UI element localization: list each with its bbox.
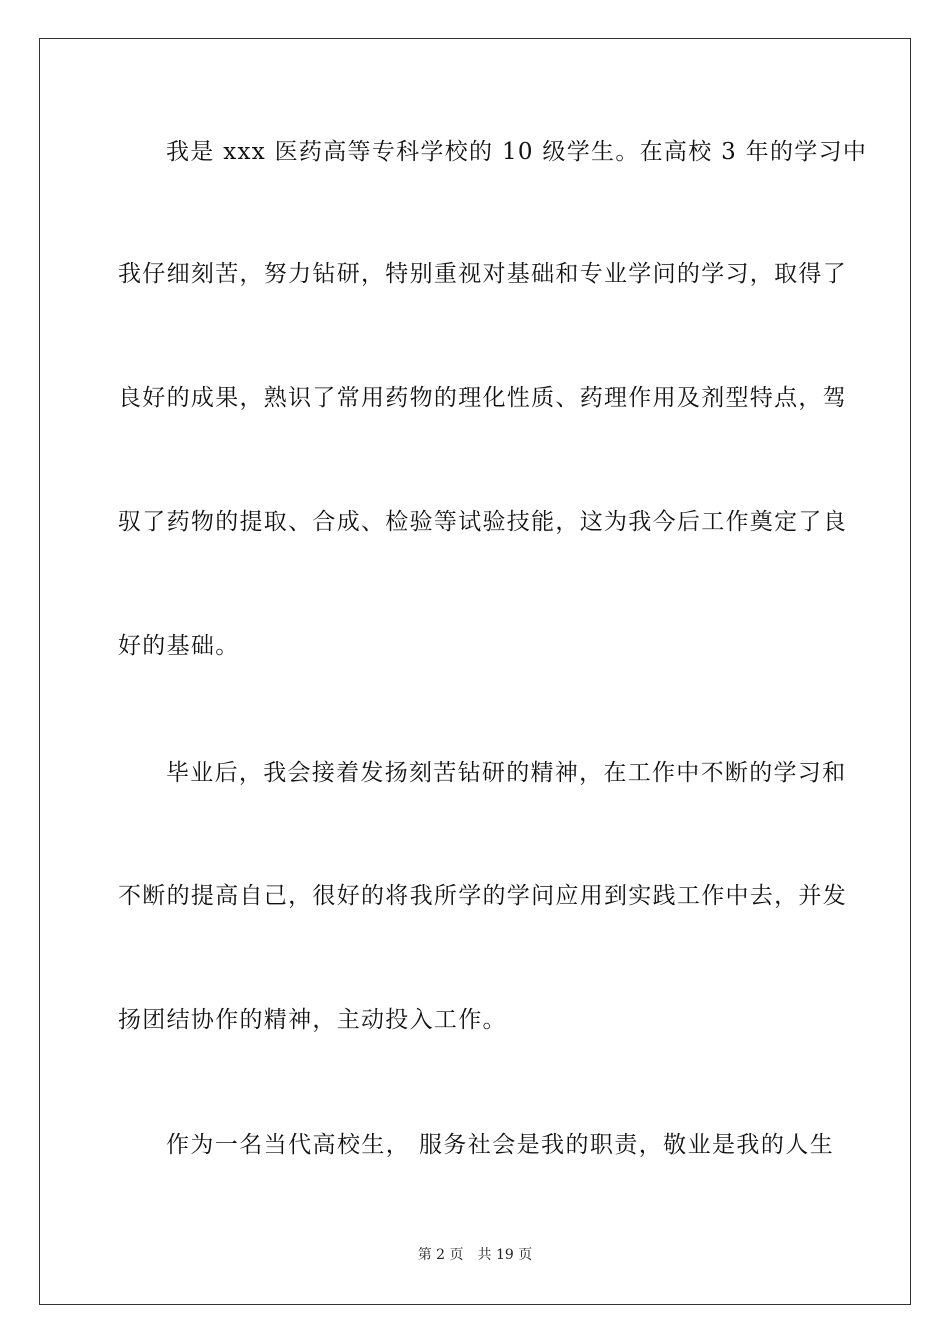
page-footer [0,1245,950,1265]
page-number: 第 2 页 [417,1247,464,1263]
paragraph-1-line-4: 驭了药物的提取、合成、检验等试验技能，这为我今后工作奠定了良 [118,509,847,535]
paragraph-2-line-3: 扬团结协作的精神，主动投入工作。 [118,1007,507,1033]
paragraph-1-line-5: 好的基础。 [118,633,240,659]
page-total: 共 19 页 [477,1247,533,1263]
paragraph-1-line-2: 我仔细刻苦，努力钻研，特别重视对基础和专业学问的学习，取得了 [118,261,847,287]
paragraph-1-line-1: 我是 xxx 医药高等专科学校的 10 级学生。在高校 3 年的学习中 [166,139,868,165]
paragraph-2-line-2: 不断的提高自己，很好的将我所学的学问应用到实践工作中去，并发 [118,883,847,909]
paragraph-3-line-1: 作为一名当代高校生， 服务社会是我的职责，敬业是我的人生 [166,1132,834,1158]
paragraph-1-line-3: 良好的成果，熟识了常用药物的理化性质、药理作用及剂型特点，驾 [118,385,847,411]
page-border [39,38,911,1305]
paragraph-2-line-1: 毕业后，我会接着发扬刻苦钻研的精神，在工作中不断的学习和 [166,760,847,786]
